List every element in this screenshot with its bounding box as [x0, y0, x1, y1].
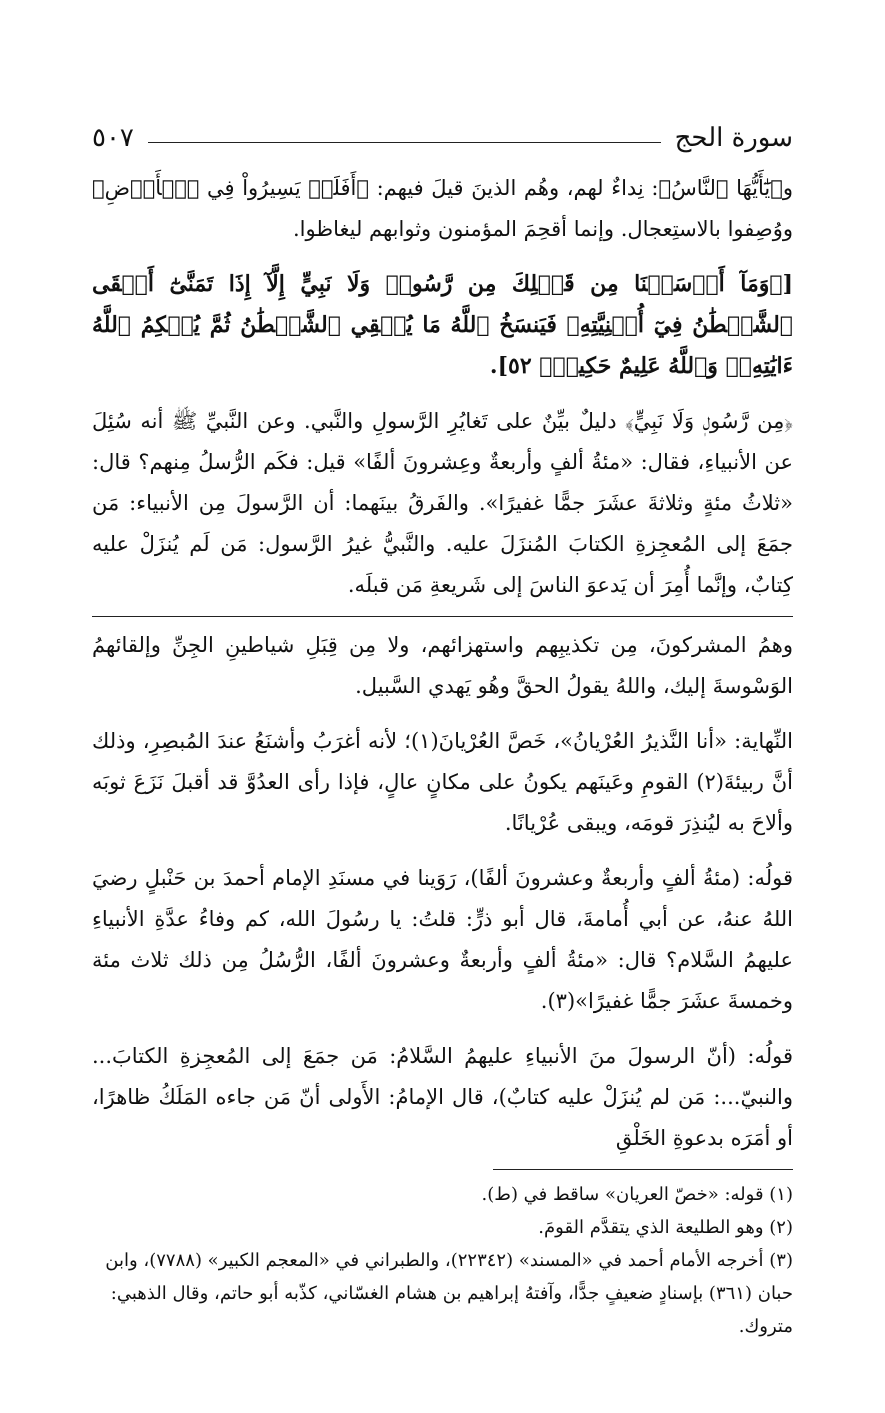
- surah-title: سورة الحج: [674, 123, 793, 153]
- quran-verse: [﴿وَمَآ أَرۡسَلۡنَا مِن قَبۡلِكَ مِن رَّسُولٖ وَلَا نَبِيٍّ إِلَّآ إِذَا تَمَنَّىٰٓ أَلۡقَى ٱلشَّيۡطَٰنُ فِيٓ أُمۡنِيَّتِهِۦ فَيَنسَخُ ٱللَّهُ مَا يُلۡقِي ٱلشَّيۡطَٰنُ ثُمَّ يُحۡكِمُ ٱللَّهُ ءَايَٰتِهِۦۗ وَٱللَّهُ عَلِيمٌ حَكِيمٞ﴾ ٥٢].: [92, 271, 793, 379]
- main-text: [92, 168, 793, 606]
- commentary-separator: [92, 616, 793, 617]
- footnote: (١) قوله: «خصّ العريان» ساقط في (ط).: [481, 1184, 793, 1205]
- paragraph: ﴿مِن رَّسُولٖ وَلَا نَبِيٍّ﴾ دليلٌ بيِّنٌ على تَغايُرِ الرَّسولِ والنَّبي. وعن النَّبيِّ ﷺ أنه سُئِلَ عن الأنبياءِ، فقال: «مئةُ ألفٍ وأربعةٌ وعِشرونَ ألفًا» قيل: فكَم الرُّسلُ مِنهم؟ قال: «ثلاثُ مئةٍ وثلاثةَ عشَرَ جمًّا غفيرًا». والفَرقُ بينَهما: أن الرَّسولَ مِن الأنبياء: مَن جمَعَ إلى المُعجِزةِ الكتابَ المُنزَلَ عليه. والنَّبيُّ غيرُ الرَّسول: مَن لَم يُنزَلْ عليه كِتابٌ، وإنَّما أُمِرَ أن يَدعوَ الناسَ إلى شَريعةِ مَن قبلَه.: [92, 409, 793, 597]
- page: [92, 118, 793, 1373]
- paragraph: وهمُ المشركونَ، مِن تكذيبِهم واستهزائهم، ولا مِن قِبَلِ شياطينِ الجِنِّ وإلقائهمُ الوَسْوسةَ إليك، واللهُ يقولُ الحقَّ وهُو يَهدي السَّبيل.: [92, 633, 793, 698]
- paragraph: و﴿يَٰٓأَيُّهَا ٱلنَّاسُ﴾: نِداءٌ لهم، وهُم الذينَ قيلَ فيهم: ﴿أَفَلَمۡ يَسِيرُواْ فِي ٱلۡأَرۡضِ﴾ ووُصِفوا بالاستِعجال. وإنما أقحِمَ المؤمنون وثوابهم ليغاظوا.: [92, 176, 793, 241]
- footnote: (٣) أخرجه الأمام أحمد في «المسند» (٢٢٣٤٢)، والطبراني في «المعجم الكبير» (٧٧٨٨)، وابن حبان (٣٦١) بإسنادٍ ضعيفٍ جدًّا، وآفتهُ إبراهيم بن هشام الغسّاني، كذّبه أبو حاتم، وقال الذهبي: متروك.: [105, 1250, 793, 1337]
- paragraph: النِّهاية: «أنا النَّذيرُ العُرْيانُ»، خَصَّ العُرْيانَ(١)؛ لأنه أغرَبُ وأشنَعُ عندَ المُبصِرِ، وذلك أنَّ ربيئةَ(٢) القومِ وعَينَهم يكونُ على مكانٍ عالٍ، فإذا رأى العدُوَّ قد أقبلَ نَزَعَ ثوبَه وألاحَ به ليُنذِرَ قومَه، ويبقى عُرْيانًا.: [92, 729, 793, 835]
- commentary-text: [92, 625, 793, 1159]
- footnote: (٢) وهو الطليعة الذي يتقدَّم القومَ.: [538, 1217, 793, 1238]
- footnotes: [92, 1178, 793, 1343]
- paragraph: قولُه: (أنّ الرسولَ منَ الأنبياءِ عليهمُ السَّلامُ: مَن جمَعَ إلى المُعجِزةِ الكتابَ... والنبيّ...: مَن لم يُنزَلْ عليه كتابٌ)، قال الإمامُ: الأَولى أنّ مَن جاءه المَلَكُ ظاهرًا، أو أمَرَه بدعوةِ الخَلْقِ: [92, 1044, 793, 1150]
- paragraph: قولُه: (مئةُ ألفٍ وأربعةٌ وعشرونَ ألفًا)، رَوَينا في مسنَدِ الإمام أحمدَ بن حَنْبلٍ رضيَ اللهُ عنهُ، عن أبي أُمامةَ، قال أبو ذرٍّ: قلتُ: يا رسُولَ الله، كم وفاءُ عدَّةِ الأنبياءِ عليهمُ السَّلام؟ قال: «مئةُ ألفٍ وأربعةٌ وعشرونَ ألفًا، الرُّسُلُ مِن ذلك ثلاث مئة وخمسةَ عشَرَ جمًّا غفيرًا»(٣).: [92, 866, 793, 1013]
- footnote-separator: [493, 1169, 793, 1170]
- header-rule: [148, 142, 661, 143]
- page-header: [92, 118, 793, 158]
- page-number: ٥٠٧: [92, 123, 134, 153]
